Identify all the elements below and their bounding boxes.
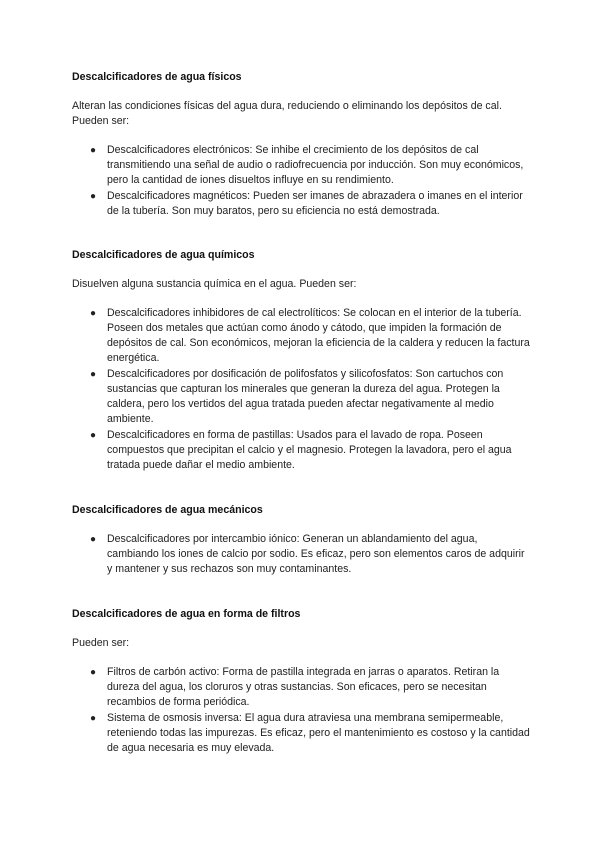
bullet-icon: ● [90, 145, 97, 156]
bullet-icon: ● [90, 369, 97, 380]
bullet-list [72, 143, 532, 219]
bullet-icon: ● [90, 713, 97, 724]
bullet-icon: ● [90, 667, 97, 678]
section-intro: Alteran las condiciones físicas del agua dura, reduciendo o eliminando los depósitos de cal. Pueden ser: [72, 100, 502, 127]
section-quimicos [72, 248, 532, 473]
list-item [90, 143, 532, 188]
section-title: Descalcificadores de agua en forma de filtros [72, 608, 301, 620]
section-filtros [72, 607, 532, 756]
bullet-icon: ● [90, 308, 97, 319]
bullet-icon: ● [90, 430, 97, 441]
section-title: Descalcificadores de agua físicos [72, 71, 242, 83]
section-title: Descalcificadores de agua mecánicos [72, 504, 263, 516]
bullet-list [72, 532, 532, 577]
list-item [90, 306, 532, 366]
section-mecanicos [72, 503, 532, 577]
section-title: Descalcificadores de agua químicos [72, 249, 255, 261]
list-item [90, 665, 532, 710]
bullet-icon: ● [90, 191, 97, 202]
section-intro: Pueden ser: [72, 637, 130, 649]
section-intro: Disuelven alguna sustancia química en el agua. Pueden ser: [72, 278, 357, 290]
list-item [90, 711, 532, 756]
bullet-list [72, 665, 532, 756]
list-item-text: Sistema de osmosis inversa: El agua dura atraviesa una membrana semipermeable, reteniendo todas las impurezas. Es eficaz, pero el mantenimiento es costoso y la cantidad de agua necesaria es muy elevada. [107, 712, 530, 754]
list-item-text: Descalcificadores magnéticos: Pueden ser imanes de abrazadera o imanes en el interior de la tubería. Son muy baratos, pero su eficiencia no está demostrada. [107, 190, 523, 217]
list-item-text: Descalcificadores electrónicos: Se inhibe el crecimiento de los depósitos de cal transmitiendo una señal de audio o radiofrecuencia por inducción. Son muy económicos, pero la cantidad de iones disueltos influye en su rendimiento. [107, 144, 524, 186]
list-item-text: Descalcificadores por intercambio iónico: Generan un ablandamiento del agua, cambiando los iones de calcio por sodio. Es eficaz, pero son elementos caros de adquirir y mantener y sus rechazos son muy contaminantes. [107, 533, 525, 575]
list-item-text: Descalcificadores en forma de pastillas: Usados para el lavado de ropa. Poseen compuestos que precipitan el calcio y el magnesio. Protegen la lavadora, pero el agua tratada puede dañar el medio ambiente. [107, 429, 512, 471]
list-item [90, 428, 532, 473]
list-item-text: Filtros de carbón activo: Forma de pastilla integrada en jarras o aparatos. Retiran la dureza del agua, los cloruros y otras sustancias. Son eficaces, pero se necesitan recambios de forma periódica. [107, 666, 500, 708]
list-item [90, 532, 532, 577]
bullet-list [72, 306, 532, 473]
document-content [72, 64, 532, 757]
list-item [90, 367, 532, 427]
list-item-text: Descalcificadores por dosificación de polifosfatos y silicofosfatos: Son cartuchos con sustancias que capturan los minerales que generan la dureza del agua. Protegen la caldera, pero los vertidos del agua tratada pueden afectar negativamente al medio ambiente. [107, 368, 504, 425]
list-item [90, 189, 532, 219]
section-fisicos [72, 70, 532, 219]
list-item-text: Descalcificadores inhibidores de cal electrolíticos: Se colocan en el interior de la tubería. Poseen dos metales que actúan como ánodo y cátodo, que impiden la formación de depósitos de cal. Son económicos, mejoran la eficiencia de la caldera y reducen la factura energética. [107, 307, 530, 364]
bullet-icon: ● [90, 534, 97, 545]
